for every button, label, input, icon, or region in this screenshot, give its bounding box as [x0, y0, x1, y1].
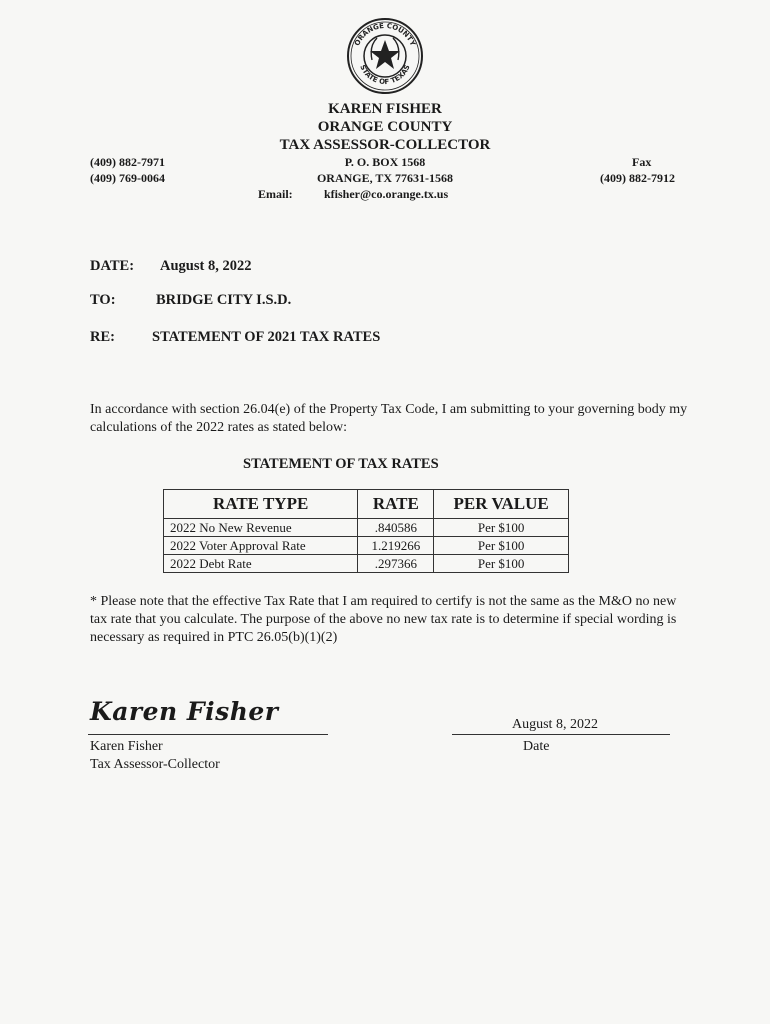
fax-label: Fax	[632, 155, 652, 169]
rate-cell: .297366	[358, 555, 434, 573]
table-row	[164, 555, 569, 573]
to-label: TO:	[90, 292, 116, 308]
phone-primary: (409) 882-7971	[90, 155, 165, 169]
signer-title: Tax Assessor-Collector	[90, 757, 220, 772]
date-value: August 8, 2022	[160, 258, 252, 274]
to-value: BRIDGE CITY I.S.D.	[156, 292, 292, 308]
header-rate: RATE	[358, 490, 434, 519]
table-row	[164, 537, 569, 555]
svg-text:STATE OF TEXAS: STATE OF TEXAS	[358, 63, 412, 87]
per-value-cell: Per $100	[434, 537, 569, 555]
letterhead-office: TAX ASSESSOR-COLLECTOR	[279, 137, 491, 153]
note-paragraph: * Please note that the effective Tax Rate that I am required to certify is not the same as the M&O no new tax rate that you calculate. The purpose of the above no new tax rate is to determine if special wording is necessary as required in PTC 26.05(b)(1)(2)	[90, 594, 677, 645]
letterhead-county: ORANGE COUNTY	[317, 119, 453, 135]
header-per-value: PER VALUE	[434, 490, 569, 519]
table-title: STATEMENT OF TAX RATES	[243, 456, 439, 472]
re-label: RE:	[90, 329, 115, 345]
date-caption: Date	[523, 739, 550, 754]
letterhead-city: ORANGE, TX 77631-1568	[316, 171, 454, 185]
signature-line	[88, 734, 328, 735]
table-row	[164, 519, 569, 537]
signer-name: Karen Fisher	[90, 739, 163, 754]
rate-cell: 1.219266	[358, 537, 434, 555]
email-address: kfisher@co.orange.tx.us	[324, 187, 449, 201]
tax-rate-table	[163, 489, 569, 573]
signature: Karen Fisher	[90, 697, 279, 726]
fax-number: (409) 882-7912	[600, 171, 675, 185]
table-header-row	[164, 490, 569, 519]
svg-text:ORANGE COUNTY: ORANGE COUNTY	[353, 21, 417, 48]
date-line	[452, 734, 670, 735]
rate-type-cell: 2022 No New Revenue	[164, 519, 358, 537]
phone-secondary: (409) 769-0064	[90, 171, 165, 185]
intro-paragraph: In accordance with section 26.04(e) of the Property Tax Code, I am submitting to your governing body my calculations of the 2022 rates as stated below:	[90, 402, 688, 435]
per-value-cell: Per $100	[434, 519, 569, 537]
letterhead-po-box: P. O. BOX 1568	[344, 155, 426, 169]
re-value: STATEMENT OF 2021 TAX RATES	[152, 329, 381, 345]
rate-cell: .840586	[358, 519, 434, 537]
rate-type-cell: 2022 Debt Rate	[164, 555, 358, 573]
per-value-cell: Per $100	[434, 555, 569, 573]
star-icon	[370, 40, 400, 69]
county-seal	[345, 16, 425, 96]
email-label: Email:	[258, 187, 293, 201]
signed-date: August 8, 2022	[512, 717, 598, 732]
rate-type-cell: 2022 Voter Approval Rate	[164, 537, 358, 555]
letterhead-name: KAREN FISHER	[328, 101, 442, 117]
date-label: DATE:	[90, 258, 135, 274]
header-rate-type: RATE TYPE	[164, 490, 358, 519]
